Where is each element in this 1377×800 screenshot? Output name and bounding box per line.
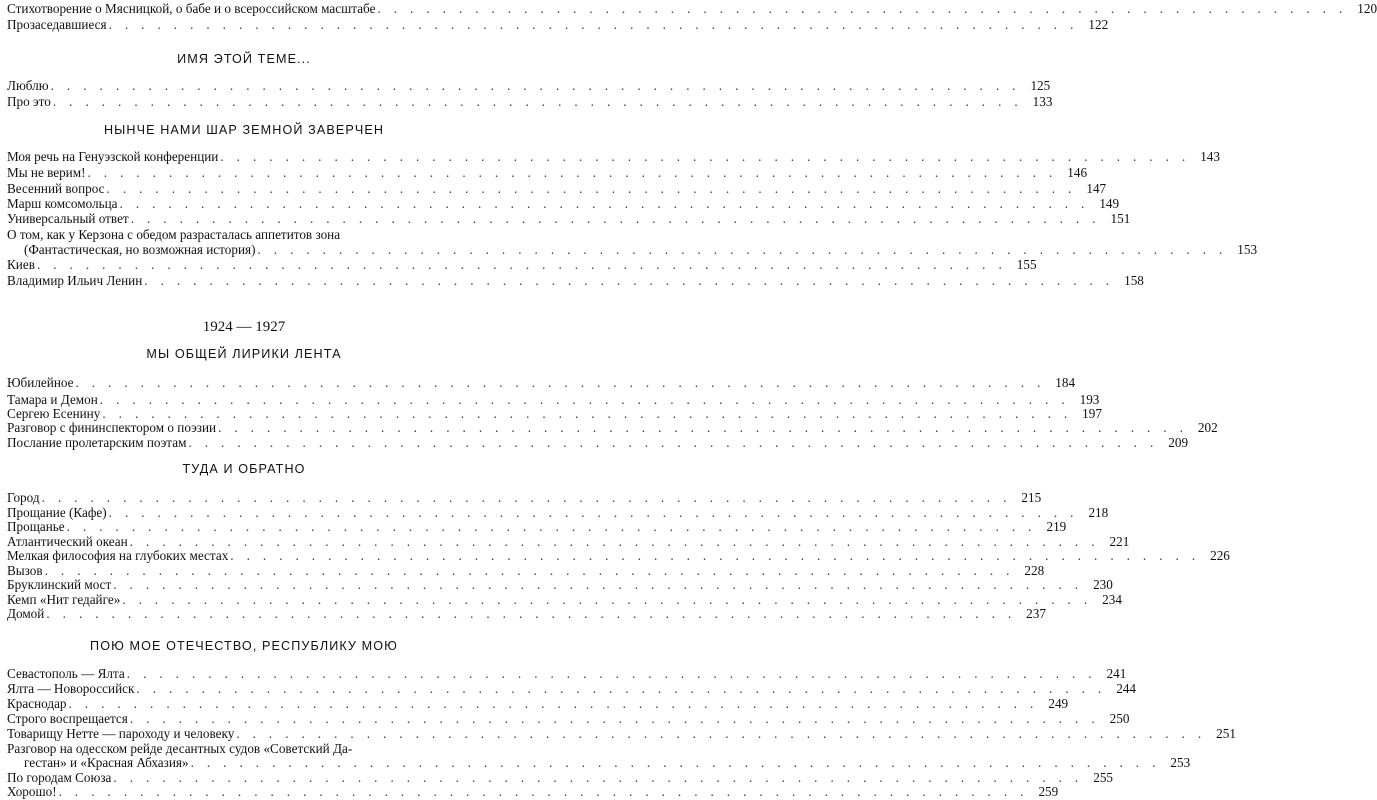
dot-leader: ............................................................ xyxy=(41,490,1020,505)
dot-leader: ............................................................ xyxy=(44,563,1023,578)
entry-title: Юбилейное xyxy=(7,375,74,390)
toc-entry xyxy=(7,165,1088,181)
entry-title: Послание пролетарским поэтам xyxy=(7,435,187,450)
entry-title: Прощание (Кафе) xyxy=(7,505,107,520)
toc-entry xyxy=(7,1,1377,17)
entry-page: 158 xyxy=(1124,273,1144,288)
entry-page: 151 xyxy=(1110,211,1131,226)
entry-title: Строго воспрещается xyxy=(7,711,128,726)
entry-page: 237 xyxy=(1026,606,1046,621)
entry-title: Сергею Есенину xyxy=(7,406,101,421)
entry-page: 253 xyxy=(1170,755,1191,770)
dot-leader: ............................................................ xyxy=(46,606,1025,621)
entry-page: 133 xyxy=(1032,94,1053,109)
toc-entry xyxy=(7,196,1120,212)
toc-entry xyxy=(7,696,1069,712)
dot-leader: ............................................................ xyxy=(99,392,1078,407)
entry-title: Мелкая философия на глубоких местах xyxy=(7,548,229,563)
entry-page: 234 xyxy=(1102,592,1122,607)
toc-entry xyxy=(7,666,1127,682)
entry-page: 244 xyxy=(1116,681,1136,696)
dot-leader: ............................................................ xyxy=(58,784,1037,799)
entry-page: 226 xyxy=(1210,548,1230,563)
entry-page: 149 xyxy=(1099,196,1120,211)
toc-entry xyxy=(7,519,1067,535)
entry-title: Весенний вопрос xyxy=(7,181,105,196)
entry-title: Прозаседавшиеся xyxy=(7,17,107,32)
toc-entry xyxy=(7,181,1107,197)
dot-leader: ............................................................ xyxy=(377,1,1356,16)
entry-title: Стихотворение о Мясницкой, о бабе и о всероссийском масштабе xyxy=(7,1,376,16)
toc-entry xyxy=(7,94,1053,110)
entry-title: Атлантический океан xyxy=(7,534,128,549)
dot-leader: ............................................................ xyxy=(87,165,1066,180)
dot-leader: ............................................................ xyxy=(129,711,1108,726)
entry-page: 184 xyxy=(1055,375,1076,390)
entry-page: 146 xyxy=(1067,165,1088,180)
dot-leader: ............................................................ xyxy=(126,666,1105,681)
toc-entry xyxy=(7,548,1230,564)
entry-page: 197 xyxy=(1082,406,1102,421)
entry-title: Прощанье xyxy=(7,519,65,534)
toc-entry xyxy=(7,726,1236,742)
entry-page: 249 xyxy=(1048,696,1069,711)
entry-title: По городам Союза xyxy=(7,770,112,785)
entry-title: Марш комсомольца xyxy=(7,196,118,211)
toc-entry xyxy=(7,420,1218,436)
entry-page: 250 xyxy=(1109,711,1130,726)
entry-page: 259 xyxy=(1038,784,1059,799)
dot-leader: ............................................................ xyxy=(36,257,1015,272)
toc-entry xyxy=(7,149,1220,165)
entry-title: Товарищу Нетте — пароходу и человеку xyxy=(7,726,235,741)
section-heading: ПОЮ МОЕ ОТЕЧЕСТВО, РЕСПУБЛИКУ МОЮ xyxy=(90,639,398,653)
entry-title-continuation: (Фантастическая, но возможная история) xyxy=(24,242,256,257)
entry-title: Краснодар xyxy=(7,696,67,711)
entry-page: 215 xyxy=(1021,490,1042,505)
dot-leader: ............................................................ xyxy=(113,770,1092,785)
entry-title: Владимир Ильич Ленин xyxy=(7,273,143,288)
section-heading: НЫНЧЕ НАМИ ШАР ЗЕМНОЙ ЗАВЕРЧЕН xyxy=(103,123,385,137)
dot-leader: ............................................................ xyxy=(190,755,1169,770)
entry-title: Разговор с фининспектором о поэзии xyxy=(7,420,217,435)
dot-leader: ............................................................ xyxy=(108,17,1087,32)
entry-title: Разговор на одесском рейде десантных судов «Советский Да- xyxy=(7,741,353,756)
entry-page: 251 xyxy=(1216,726,1236,741)
toc-entry xyxy=(7,273,1144,289)
entry-title: Ялта — Новороссийск xyxy=(7,681,135,696)
toc-entry-continuation xyxy=(7,242,1258,258)
toc-entry xyxy=(7,606,1046,622)
entry-page: 155 xyxy=(1016,257,1037,272)
entry-page: 255 xyxy=(1093,770,1113,785)
entry-title: Моя речь на Генуэзской конференции xyxy=(7,149,219,164)
toc-entry-continuation xyxy=(7,755,1191,771)
entry-title: Про это xyxy=(7,94,51,109)
toc-entry xyxy=(7,577,1113,593)
dot-leader: ............................................................ xyxy=(122,592,1101,607)
dot-leader: ............................................................ xyxy=(129,534,1108,549)
entry-page: 219 xyxy=(1046,519,1067,534)
dot-leader: ............................................................ xyxy=(218,420,1196,435)
entry-title: Бруклинский мост xyxy=(7,577,112,592)
toc-entry xyxy=(7,78,1051,94)
dot-leader: ............................................................ xyxy=(113,577,1092,592)
dot-leader: ............................................................ xyxy=(257,242,1236,257)
toc-entry xyxy=(7,711,1130,727)
entry-title: Город xyxy=(7,490,40,505)
entry-title: Вызов xyxy=(7,563,43,578)
toc-entry xyxy=(7,681,1136,697)
toc-entry xyxy=(7,490,1042,506)
toc-entry xyxy=(7,375,1076,391)
toc-entry xyxy=(7,784,1059,800)
dot-leader: ............................................................ xyxy=(68,696,1047,711)
entry-title: Люблю xyxy=(7,78,49,93)
entry-page: 125 xyxy=(1030,78,1051,93)
dot-leader: ............................................................ xyxy=(230,548,1209,563)
entry-page: 202 xyxy=(1197,420,1218,435)
entry-page: 209 xyxy=(1168,435,1189,450)
dot-leader: ............................................................ xyxy=(108,505,1087,520)
dot-leader: ............................................................ xyxy=(52,94,1031,109)
dot-leader: ............................................................ xyxy=(220,149,1199,164)
period-heading: 1924 — 1927 xyxy=(202,319,286,335)
entry-title: Хорошо! xyxy=(7,784,57,799)
dot-leader: ............................................................ xyxy=(75,375,1054,390)
dot-leader: ............................................................ xyxy=(106,181,1085,196)
dot-leader: ............................................................ xyxy=(188,435,1167,450)
entry-title: Киев xyxy=(7,257,35,272)
entry-page: 230 xyxy=(1093,577,1113,592)
entry-title: Универсальный ответ xyxy=(7,211,129,226)
entry-title: Севастополь — Ялта xyxy=(7,666,125,681)
dot-leader: ............................................................ xyxy=(136,681,1115,696)
entry-title-continuation: гестан» и «Красная Абхазия» xyxy=(24,755,189,770)
dot-leader: ............................................................ xyxy=(130,211,1109,226)
toc-entry xyxy=(7,257,1037,273)
toc-entry xyxy=(7,211,1131,227)
entry-page: 228 xyxy=(1024,563,1045,578)
entry-title: О том, как у Керзона с обедом разрасталась аппетитов зона xyxy=(7,227,341,242)
entry-page: 120 xyxy=(1357,1,1377,16)
dot-leader: ............................................................ xyxy=(236,726,1215,741)
dot-leader: ............................................................ xyxy=(102,406,1081,421)
dot-leader: ............................................................ xyxy=(50,78,1029,93)
entry-title: Кемп «Нит гедайге» xyxy=(7,592,121,607)
entry-page: 143 xyxy=(1200,149,1220,164)
entry-title: Мы не верим! xyxy=(7,165,86,180)
section-heading: ТУДА И ОБРАТНО xyxy=(182,462,306,476)
entry-page: 218 xyxy=(1088,505,1109,520)
entry-page: 221 xyxy=(1109,534,1130,549)
entry-page: 193 xyxy=(1079,392,1100,407)
entry-title: Домой xyxy=(7,606,45,621)
entry-page: 147 xyxy=(1086,181,1107,196)
toc-entry xyxy=(7,17,1109,33)
toc-entry xyxy=(7,227,481,243)
entry-page: 241 xyxy=(1106,666,1127,681)
section-heading: МЫ ОБЩЕЙ ЛИРИКИ ЛЕНТА xyxy=(146,347,342,361)
entry-title: Тамара и Демон xyxy=(7,392,98,407)
entry-page: 153 xyxy=(1237,242,1258,257)
dot-leader: ............................................................ xyxy=(119,196,1098,211)
toc-entry xyxy=(7,435,1189,451)
entry-page: 122 xyxy=(1088,17,1109,32)
dot-leader: ............................................................ xyxy=(66,519,1045,534)
section-heading: ИМЯ ЭТОЙ ТЕМЕ... xyxy=(177,52,311,66)
dot-leader: ............................................................ xyxy=(144,273,1123,288)
